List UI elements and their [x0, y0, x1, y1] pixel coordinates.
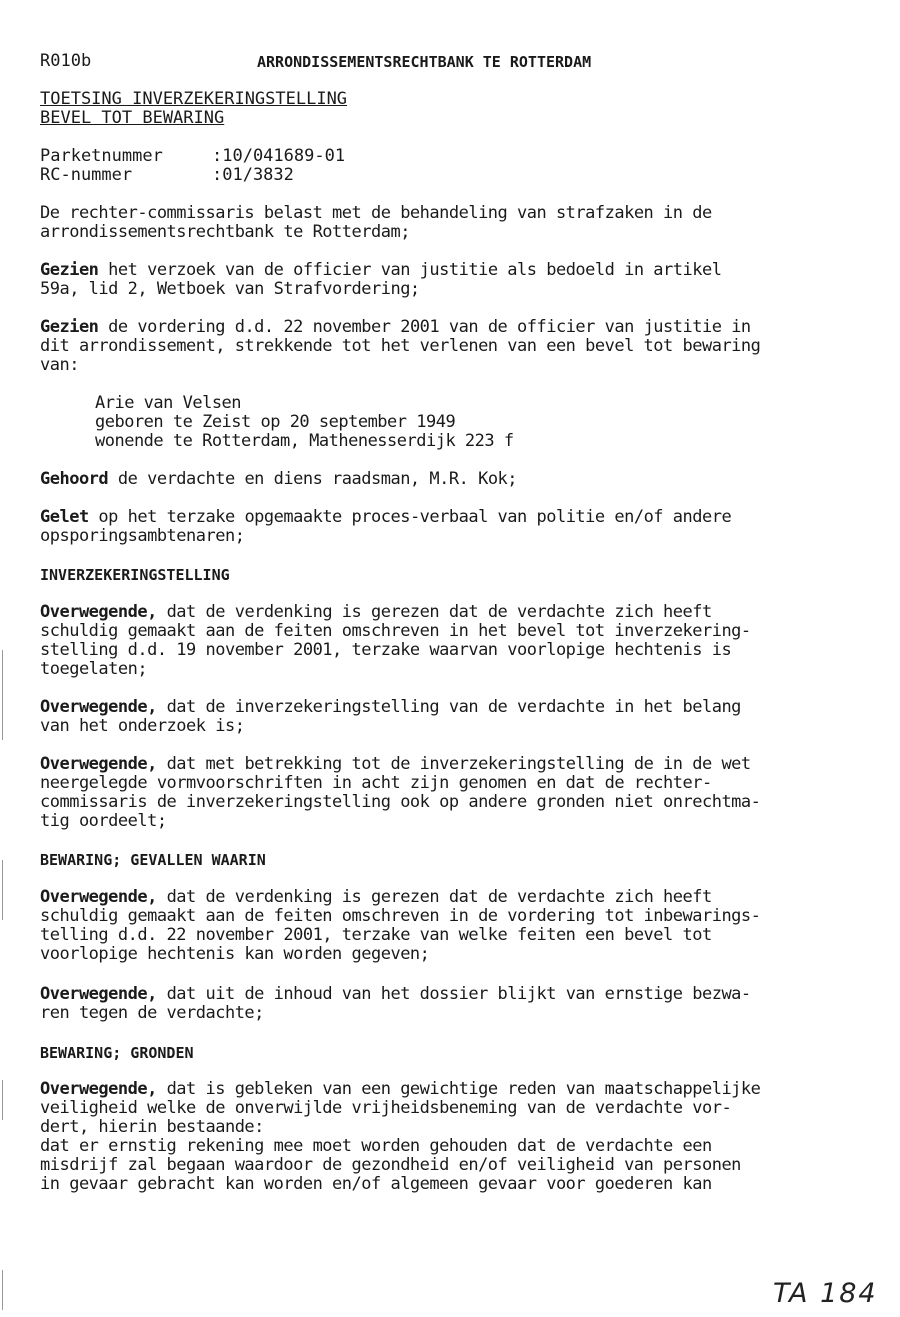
- scan-edge-mark: [2, 650, 3, 740]
- subject-line-1: TOETSING INVERZEKERINGSTELLING: [40, 89, 348, 109]
- court-title: ARRONDISSEMENTSRECHTBANK TE ROTTERDAM: [257, 53, 592, 71]
- overwegende-lead: Overwegende,: [40, 754, 157, 774]
- overwegende-text: dat uit de inhoud van het dossier blijkt van ernstige bezwa-: [156, 984, 751, 1004]
- gelet-lead: Gelet: [40, 507, 89, 527]
- gezien-line: dit arrondissement, strekkende tot het verlenen van een bevel tot bewaring: [40, 336, 761, 356]
- overwegende-text: dat de verdenking is gerezen dat de verdachte zich heeft: [156, 602, 712, 622]
- handwritten-page-note: TA 184: [773, 1278, 878, 1309]
- intro-line: arrondissementsrechtbank te Rotterdam;: [40, 222, 410, 242]
- overwegende-text: dat de verdenking is gerezen dat de verdachte zich heeft: [156, 887, 712, 907]
- subject-line-2: BEVEL TOT BEWARING: [40, 108, 225, 128]
- overwegende-line: veiligheid welke de onverwijlde vrijheidsbeneming van de verdachte vor-: [40, 1098, 732, 1118]
- gezien-lead: Gezien: [40, 260, 99, 280]
- suspect-address: wonende te Rotterdam, Mathenesserdijk 223 f: [95, 431, 514, 451]
- overwegende-paragraph: [40, 1080, 760, 1099]
- overwegende-paragraph: [40, 755, 751, 774]
- suspect-name: Arie van Velsen: [95, 393, 242, 413]
- suspect-birth: geboren te Zeist op 20 september 1949: [95, 412, 456, 432]
- rc-label: RC-nummer: [40, 165, 133, 185]
- overwegende-line: neergelegde vormvoorschriften in acht zijn genomen en dat de rechter-: [40, 773, 712, 793]
- overwegende-line: tig oordeelt;: [40, 811, 167, 831]
- section-heading: BEWARING; GEVALLEN WAARIN: [40, 851, 266, 869]
- overwegende-text: dat is gebleken van een gewichtige reden van maatschappelijke: [156, 1079, 761, 1099]
- parket-value: :10/041689-01: [212, 146, 346, 166]
- gehoord-text: de verdachte en diens raadsman, M.R. Kok;: [108, 469, 518, 489]
- gelet-paragraph: [40, 508, 731, 527]
- overwegende-paragraph: [40, 603, 712, 622]
- gezien-text: het verzoek van de officier van justitie als bedoeld in artikel: [98, 260, 722, 280]
- gezien-text: de vordering d.d. 22 november 2001 van de officier van justitie in: [98, 317, 751, 337]
- overwegende-line: commissaris de inverzekeringstelling ook op andere gronden niet onrechtma-: [40, 792, 761, 812]
- gezien-line: van:: [40, 355, 79, 375]
- scan-edge-mark: [2, 860, 3, 920]
- overwegende-text: dat met betrekking tot de inverzekeringstelling de in de wet: [156, 754, 751, 774]
- section-heading: BEWARING; GRONDEN: [40, 1044, 194, 1062]
- overwegende-line: schuldig gemaakt aan de feiten omschreven in de vordering tot inbewarings-: [40, 906, 761, 926]
- overwegende-lead: Overwegende,: [40, 887, 157, 907]
- gezien-lead: Gezien: [40, 317, 99, 337]
- overwegende-line: voorlopige hechtenis kan worden gegeven;: [40, 944, 430, 964]
- rc-value: :01/3832: [212, 165, 294, 185]
- overwegende-line: toegelaten;: [40, 659, 148, 679]
- gezien-paragraph: [40, 318, 751, 337]
- overwegende-line: telling d.d. 22 november 2001, terzake van welke feiten een bevel tot: [40, 925, 712, 945]
- overwegende-line: dert, hierin bestaande:: [40, 1117, 264, 1137]
- overwegende-line: van het onderzoek is;: [40, 716, 245, 736]
- overwegende-paragraph: [40, 888, 712, 907]
- intro-line: De rechter-commissaris belast met de behandeling van strafzaken in de: [40, 203, 712, 223]
- gelet-text: op het terzake opgemaakte proces-verbaal van politie en/of andere: [88, 507, 732, 527]
- gehoord-paragraph: [40, 470, 517, 489]
- overwegende-line: in gevaar gebracht kan worden en/of algemeen gevaar voor goederen kan: [40, 1174, 712, 1194]
- scan-edge-mark: [2, 1080, 3, 1120]
- gelet-line: opsporingsambtenaren;: [40, 526, 245, 546]
- overwegende-paragraph: [40, 698, 741, 717]
- overwegende-lead: Overwegende,: [40, 697, 157, 717]
- gezien-paragraph: [40, 261, 721, 280]
- scan-edge-mark: [2, 1270, 3, 1310]
- overwegende-line: dat er ernstig rekening mee moet worden gehouden dat de verdachte een: [40, 1136, 712, 1156]
- overwegende-text: dat de inverzekeringstelling van de verdachte in het belang: [156, 697, 741, 717]
- overwegende-line: stelling d.d. 19 november 2001, terzake waarvan voorlopige hechtenis is: [40, 640, 732, 660]
- overwegende-paragraph: [40, 985, 751, 1004]
- overwegende-lead: Overwegende,: [40, 984, 157, 1004]
- overwegende-line: schuldig gemaakt aan de feiten omschreven in het bevel tot inverzekering-: [40, 621, 751, 641]
- document-code: R010b: [40, 51, 92, 71]
- overwegende-line: misdrijf zal begaan waardoor de gezondheid en/of veiligheid van personen: [40, 1155, 741, 1175]
- gezien-line: 59a, lid 2, Wetboek van Strafvordering;: [40, 279, 420, 299]
- overwegende-lead: Overwegende,: [40, 1079, 157, 1099]
- section-heading: INVERZEKERINGSTELLING: [40, 566, 230, 584]
- parket-label: Parketnummer: [40, 146, 163, 166]
- overwegende-lead: Overwegende,: [40, 602, 157, 622]
- gehoord-lead: Gehoord: [40, 469, 109, 489]
- overwegende-line: ren tegen de verdachte;: [40, 1003, 264, 1023]
